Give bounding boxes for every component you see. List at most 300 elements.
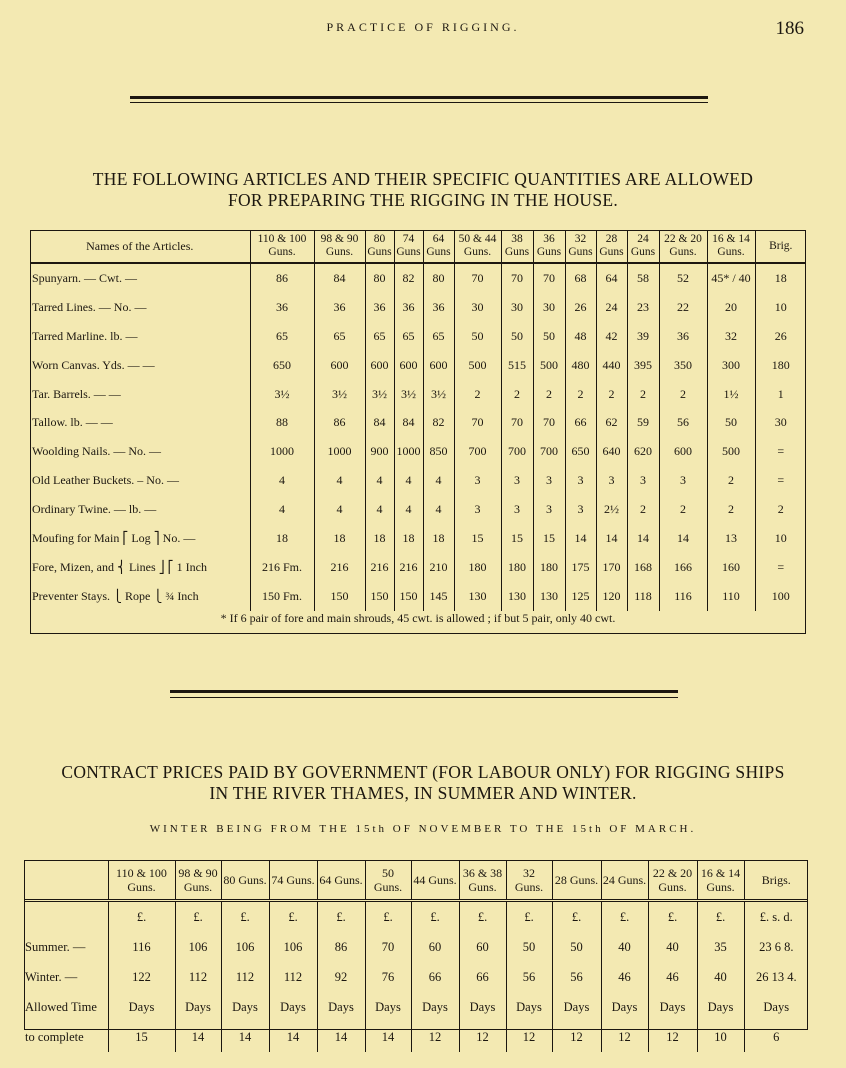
table-cell: 1000 — [394, 437, 423, 466]
section2-subtitle: WINTER BEING FROM THE 15th OF NOVEMBER TO THE 15th OF MARCH. — [149, 823, 697, 835]
table-cell: 600 — [365, 351, 394, 380]
running-title: PRACTICE OF RIGGING. — [326, 20, 520, 34]
table-cell: 2 — [659, 495, 707, 524]
article-name: Tarred Marline. lb. — — [32, 328, 138, 343]
table-cell: 65 — [250, 322, 314, 351]
column-header: Brigs. — [744, 860, 808, 901]
table-cell: 40 — [648, 932, 697, 962]
table-cell: 3½ — [365, 380, 394, 409]
table-cell: 12 — [506, 1022, 552, 1052]
table-cell: 26 — [755, 322, 806, 351]
table-cell: 2 — [755, 495, 806, 524]
table-cell: 350 — [659, 351, 707, 380]
table-cell: 500 — [707, 437, 755, 466]
table-cell: 30 — [533, 293, 565, 322]
table-cell: 14 — [365, 1022, 411, 1052]
section1-title — [0, 169, 846, 211]
table-cell: 4 — [250, 495, 314, 524]
table-row — [30, 437, 806, 466]
table-cell: 18 — [394, 524, 423, 553]
table-cell: 18 — [423, 524, 454, 553]
table-cell: 600 — [659, 437, 707, 466]
table-cell: 112 — [221, 962, 269, 992]
row-label: Summer. — — [25, 939, 86, 954]
table-cell: 395 — [627, 351, 659, 380]
table-cell: 160 — [707, 553, 755, 582]
table-cell: 2 — [707, 466, 755, 495]
table-cell: 150 Fm. — [250, 582, 314, 611]
table-cell: 112 — [175, 962, 221, 992]
article-name: Fore, Mizen, and ⎨ Lines ⎦ ⎡ 1 Inch — [32, 559, 207, 574]
table-cell: 59 — [627, 408, 659, 437]
currency-cell: £. s. d. — [744, 901, 808, 933]
table-row — [30, 582, 806, 611]
article-name: Spunyarn. — Cwt. — — [32, 270, 137, 285]
column-header: 98 & 90 Guns. — [314, 230, 365, 263]
table-cell: 170 — [596, 553, 627, 582]
currency-cell: £. — [175, 901, 221, 933]
table-cell: 70 — [533, 408, 565, 437]
table-cell: 4 — [423, 495, 454, 524]
table-cell: 640 — [596, 437, 627, 466]
table-cell: 36 — [394, 293, 423, 322]
table-cell: 84 — [394, 408, 423, 437]
table-cell: 12 — [648, 1022, 697, 1052]
table-cell: 106 — [221, 932, 269, 962]
table-cell: 14 — [269, 1022, 317, 1052]
table-row — [24, 1022, 808, 1052]
table-cell: 39 — [627, 322, 659, 351]
table-cell: 58 — [627, 263, 659, 293]
table-cell: 18 — [314, 524, 365, 553]
table-cell: 700 — [501, 437, 533, 466]
column-header: 74 Guns — [394, 230, 423, 263]
table-cell: 12 — [459, 1022, 506, 1052]
table-cell: 10 — [697, 1022, 744, 1052]
table-cell: 46 — [648, 962, 697, 992]
table-cell: 86 — [317, 932, 365, 962]
table-cell: = — [755, 466, 806, 495]
section2-title — [0, 762, 846, 804]
table-cell: 3 — [565, 466, 596, 495]
table-cell: 600 — [314, 351, 365, 380]
table-cell: 3½ — [250, 380, 314, 409]
table-cell: 76 — [365, 962, 411, 992]
table-cell: 82 — [423, 408, 454, 437]
table-cell: 100 — [755, 582, 806, 611]
table-cell: 88 — [250, 408, 314, 437]
table-cell: 3 — [454, 495, 501, 524]
table-cell: 180 — [755, 351, 806, 380]
table-cell: 65 — [423, 322, 454, 351]
table-cell: 50 — [501, 322, 533, 351]
table-cell: 18 — [755, 263, 806, 293]
table-cell: 36 — [423, 293, 454, 322]
table-cell: 4 — [394, 466, 423, 495]
column-header: 22 & 20 Guns. — [659, 230, 707, 263]
table-cell: 2 — [627, 380, 659, 409]
table-cell: 4 — [314, 466, 365, 495]
article-name: Ordinary Twine. — lb. — — [32, 502, 157, 517]
column-header-blank — [24, 860, 108, 901]
table-cell: 3 — [596, 466, 627, 495]
table-cell: 440 — [596, 351, 627, 380]
table-cell: 52 — [659, 263, 707, 293]
table-cell: 118 — [627, 582, 659, 611]
table-cell: 23 — [627, 293, 659, 322]
table-cell: 210 — [423, 553, 454, 582]
currency-cell: £. — [365, 901, 411, 933]
column-header: 98 & 90 Guns. — [175, 860, 221, 901]
table-cell: 30 — [454, 293, 501, 322]
table-cell: 15 — [533, 524, 565, 553]
table-cell: 86 — [250, 263, 314, 293]
table-cell: 300 — [707, 351, 755, 380]
column-header: Brig. — [755, 230, 806, 263]
table-cell: 36 — [365, 293, 394, 322]
table-cell: 700 — [533, 437, 565, 466]
table-cell: 3 — [659, 466, 707, 495]
table-cell: 3 — [501, 495, 533, 524]
table-cell: 36 — [659, 322, 707, 351]
currency-cell: £. — [269, 901, 317, 933]
table-cell: 20 — [707, 293, 755, 322]
table-cell: 175 — [565, 553, 596, 582]
table-cell: 116 — [108, 932, 175, 962]
table-cell: 106 — [269, 932, 317, 962]
column-header: 28 Guns — [596, 230, 627, 263]
currency-cell: £. — [601, 901, 648, 933]
table-cell: 84 — [365, 408, 394, 437]
currency-cell: £. — [317, 901, 365, 933]
table-cell: Days — [108, 992, 175, 1022]
table-cell: 32 — [707, 322, 755, 351]
table-cell: 122 — [108, 962, 175, 992]
table-cell: 50 — [506, 932, 552, 962]
table-cell: 65 — [314, 322, 365, 351]
table-cell: 130 — [533, 582, 565, 611]
table-cell: 150 — [314, 582, 365, 611]
table-cell: 480 — [565, 351, 596, 380]
mid-rule-thin — [170, 697, 678, 698]
table-cell: 82 — [394, 263, 423, 293]
article-name: Preventer Stays. ⎩ Rope ⎩ ¾ Inch — [32, 588, 199, 603]
table-cell: 2 — [659, 380, 707, 409]
column-header: 32 Guns — [565, 230, 596, 263]
table-cell: 130 — [501, 582, 533, 611]
table-cell: 70 — [454, 408, 501, 437]
table-cell: 2 — [707, 495, 755, 524]
table-row — [30, 553, 806, 582]
table-cell: 600 — [423, 351, 454, 380]
table-cell: 4 — [394, 495, 423, 524]
table-cell: 3½ — [314, 380, 365, 409]
table-cell: 2 — [533, 380, 565, 409]
table-cell: Days — [175, 992, 221, 1022]
table-cell: 30 — [755, 408, 806, 437]
table-cell: 14 — [565, 524, 596, 553]
table-cell: 216 — [394, 553, 423, 582]
table-cell: 45* / 40 — [707, 263, 755, 293]
table-cell: 216 Fm. — [250, 553, 314, 582]
section2-title-line1: CONTRACT PRICES PAID BY GOVERNMENT (FOR LABOUR ONLY) FOR RIGGING SHIPS — [61, 762, 785, 782]
table-cell: 30 — [501, 293, 533, 322]
column-header: 80 Guns — [365, 230, 394, 263]
currency-cell: £. — [221, 901, 269, 933]
table-cell: Days — [365, 992, 411, 1022]
table-cell: 500 — [533, 351, 565, 380]
table-header-row — [30, 230, 806, 263]
article-name: Tarred Lines. — No. — — [32, 299, 147, 314]
table-cell: 180 — [501, 553, 533, 582]
table-cell: 50 — [533, 322, 565, 351]
table-cell: 70 — [365, 932, 411, 962]
table-cell: 600 — [394, 351, 423, 380]
table-cell: Days — [601, 992, 648, 1022]
table-cell: 18 — [365, 524, 394, 553]
table-cell: 48 — [565, 322, 596, 351]
table-cell: 3 — [565, 495, 596, 524]
table-cell: Days — [697, 992, 744, 1022]
column-header: 36 Guns — [533, 230, 565, 263]
currency-cell: £. — [506, 901, 552, 933]
table-cell: 2 — [454, 380, 501, 409]
table-cell: 4 — [314, 495, 365, 524]
table-cell: 116 — [659, 582, 707, 611]
table-row — [30, 466, 806, 495]
table-cell: 620 — [627, 437, 659, 466]
column-header: 50 & 44 Guns. — [454, 230, 501, 263]
column-header: 74 Guns. — [269, 860, 317, 901]
table-cell: 56 — [506, 962, 552, 992]
column-header: 80 Guns. — [221, 860, 269, 901]
table-row — [24, 932, 808, 962]
table-cell: 65 — [394, 322, 423, 351]
table-cell: 40 — [697, 962, 744, 992]
table-cell: 14 — [659, 524, 707, 553]
column-header: 24 Guns. — [601, 860, 648, 901]
table-cell: 4 — [365, 466, 394, 495]
table-cell: 2 — [565, 380, 596, 409]
table-cell: 66 — [459, 962, 506, 992]
table-cell: 216 — [314, 553, 365, 582]
table-cell: 14 — [317, 1022, 365, 1052]
table-cell: 14 — [627, 524, 659, 553]
table-cell: 3 — [627, 466, 659, 495]
table-cell: 64 — [596, 263, 627, 293]
table-cell: 80 — [423, 263, 454, 293]
section1-title-line1: THE FOLLOWING ARTICLES AND THEIR SPECIFIC QUANTITIES ARE ALLOWED — [92, 169, 754, 189]
table-cell: 12 — [552, 1022, 601, 1052]
table-cell: 106 — [175, 932, 221, 962]
table-cell: 3 — [501, 466, 533, 495]
table-cell: 24 — [596, 293, 627, 322]
row-label: Winter. — — [25, 969, 78, 984]
article-name: Tar. Barrels. — — — [32, 386, 121, 401]
column-header: 28 Guns. — [552, 860, 601, 901]
article-name: Old Leather Buckets. – No. — — [32, 473, 179, 488]
row-label: Allowed Time — [25, 999, 97, 1014]
table-row — [30, 293, 806, 322]
table-cell: 35 — [697, 932, 744, 962]
table-cell: 50 — [552, 932, 601, 962]
column-header: 16 & 14 Guns. — [707, 230, 755, 263]
table-row — [30, 495, 806, 524]
table-cell: 15 — [108, 1022, 175, 1052]
table-cell: 15 — [454, 524, 501, 553]
table-cell: 3 — [454, 466, 501, 495]
contract-prices-table — [24, 860, 808, 1052]
table-cell: 650 — [565, 437, 596, 466]
table-cell: 1000 — [250, 437, 314, 466]
currency-row — [24, 901, 808, 933]
table-cell: 70 — [501, 263, 533, 293]
table-row — [30, 351, 806, 380]
table-cell: 120 — [596, 582, 627, 611]
article-name: Moufing for Main ⎡ Log ⎤ No. — — [32, 530, 196, 545]
article-name: Woolding Nails. — No. — — [32, 444, 162, 459]
table-cell: = — [755, 437, 806, 466]
column-header: 64 Guns. — [317, 860, 365, 901]
table-cell: 18 — [250, 524, 314, 553]
column-header: 50 Guns. — [365, 860, 411, 901]
table-cell: 70 — [533, 263, 565, 293]
table-cell: 500 — [454, 351, 501, 380]
table-cell: 66 — [565, 408, 596, 437]
table-cell: 2½ — [596, 495, 627, 524]
table-cell: 14 — [221, 1022, 269, 1052]
table-cell: 40 — [601, 932, 648, 962]
table-cell: 850 — [423, 437, 454, 466]
table-cell: 4 — [423, 466, 454, 495]
table-cell: 84 — [314, 263, 365, 293]
table-cell: 2 — [501, 380, 533, 409]
table-cell: 3 — [533, 466, 565, 495]
column-header: 16 & 14 Guns. — [697, 860, 744, 901]
rigging-articles-table — [30, 230, 806, 611]
article-name: Tallow. lb. — — — [32, 415, 113, 430]
table-cell: 125 — [565, 582, 596, 611]
table-cell: 650 — [250, 351, 314, 380]
column-header: 110 & 100 Guns. — [108, 860, 175, 901]
table-cell: 36 — [250, 293, 314, 322]
table-cell: 4 — [365, 495, 394, 524]
table-cell: 92 — [317, 962, 365, 992]
currency-cell: £. — [697, 901, 744, 933]
table-cell: 66 — [411, 962, 459, 992]
table-cell: 700 — [454, 437, 501, 466]
table-cell: 56 — [659, 408, 707, 437]
column-header: 32 Guns. — [506, 860, 552, 901]
table-cell: 150 — [394, 582, 423, 611]
table-row — [24, 992, 808, 1022]
table-cell: Days — [744, 992, 808, 1022]
table-cell: 2 — [596, 380, 627, 409]
table-cell: 10 — [755, 524, 806, 553]
table-cell: 56 — [552, 962, 601, 992]
footnote: * If 6 pair of fore and main shrouds, 45 cwt. is allowed ; if but 5 pair, only 40 cwt. — [220, 611, 616, 625]
row-label: to complete — [25, 1029, 84, 1044]
table-cell: 86 — [314, 408, 365, 437]
currency-cell: £. — [411, 901, 459, 933]
column-header: 44 Guns. — [411, 860, 459, 901]
table-cell: 80 — [365, 263, 394, 293]
table-row — [24, 962, 808, 992]
table-cell: 70 — [454, 263, 501, 293]
table-cell: 3½ — [423, 380, 454, 409]
table-cell: 13 — [707, 524, 755, 553]
table-cell: 2 — [627, 495, 659, 524]
column-header-names: Names of the Articles. — [30, 230, 250, 263]
column-header: 64 Guns — [423, 230, 454, 263]
top-rule — [130, 96, 708, 99]
table-cell: 3 — [533, 495, 565, 524]
table-row — [30, 380, 806, 409]
table-header-row — [24, 860, 808, 901]
row-label — [24, 901, 108, 933]
table-cell: 36 — [314, 293, 365, 322]
table-cell: Days — [648, 992, 697, 1022]
table-cell: 130 — [454, 582, 501, 611]
table-cell: 26 — [565, 293, 596, 322]
table-cell: 50 — [454, 322, 501, 351]
table-cell: 150 — [365, 582, 394, 611]
table-cell: 15 — [501, 524, 533, 553]
currency-cell: £. — [648, 901, 697, 933]
top-rule-thin — [130, 102, 708, 103]
table-row — [30, 322, 806, 351]
table-cell: Days — [411, 992, 459, 1022]
table-cell: 60 — [459, 932, 506, 962]
table-cell: 12 — [601, 1022, 648, 1052]
table-cell: 70 — [501, 408, 533, 437]
column-header: 110 & 100 Guns. — [250, 230, 314, 263]
table-cell: 23 6 8. — [744, 932, 808, 962]
table-cell: = — [755, 553, 806, 582]
section2-title-line2: IN THE RIVER THAMES, IN SUMMER AND WINTER. — [209, 783, 637, 803]
column-header: 36 & 38 Guns. — [459, 860, 506, 901]
table-cell: 515 — [501, 351, 533, 380]
column-header: 22 & 20 Guns. — [648, 860, 697, 901]
table-cell: 6 — [744, 1022, 808, 1052]
table-cell: Days — [269, 992, 317, 1022]
table-cell: 110 — [707, 582, 755, 611]
table-cell: 12 — [411, 1022, 459, 1052]
table-cell: 65 — [365, 322, 394, 351]
currency-cell: £. — [108, 901, 175, 933]
table-cell: 3½ — [394, 380, 423, 409]
table-cell: Days — [459, 992, 506, 1022]
table-cell: 14 — [596, 524, 627, 553]
table-cell: 180 — [454, 553, 501, 582]
table-cell: 14 — [175, 1022, 221, 1052]
table-cell: 216 — [365, 553, 394, 582]
table-cell: 145 — [423, 582, 454, 611]
table-row — [30, 408, 806, 437]
table-cell: Days — [552, 992, 601, 1022]
table-cell: 166 — [659, 553, 707, 582]
table-cell: 112 — [269, 962, 317, 992]
table-cell: 10 — [755, 293, 806, 322]
table-cell: 22 — [659, 293, 707, 322]
table-cell: 50 — [707, 408, 755, 437]
column-header: 24 Guns — [627, 230, 659, 263]
table-cell: 4 — [250, 466, 314, 495]
page-number: 186 — [775, 18, 804, 39]
table-row — [30, 263, 806, 293]
table-cell: 180 — [533, 553, 565, 582]
section1-title-line2: FOR PREPARING THE RIGGING IN THE HOUSE. — [227, 190, 619, 210]
